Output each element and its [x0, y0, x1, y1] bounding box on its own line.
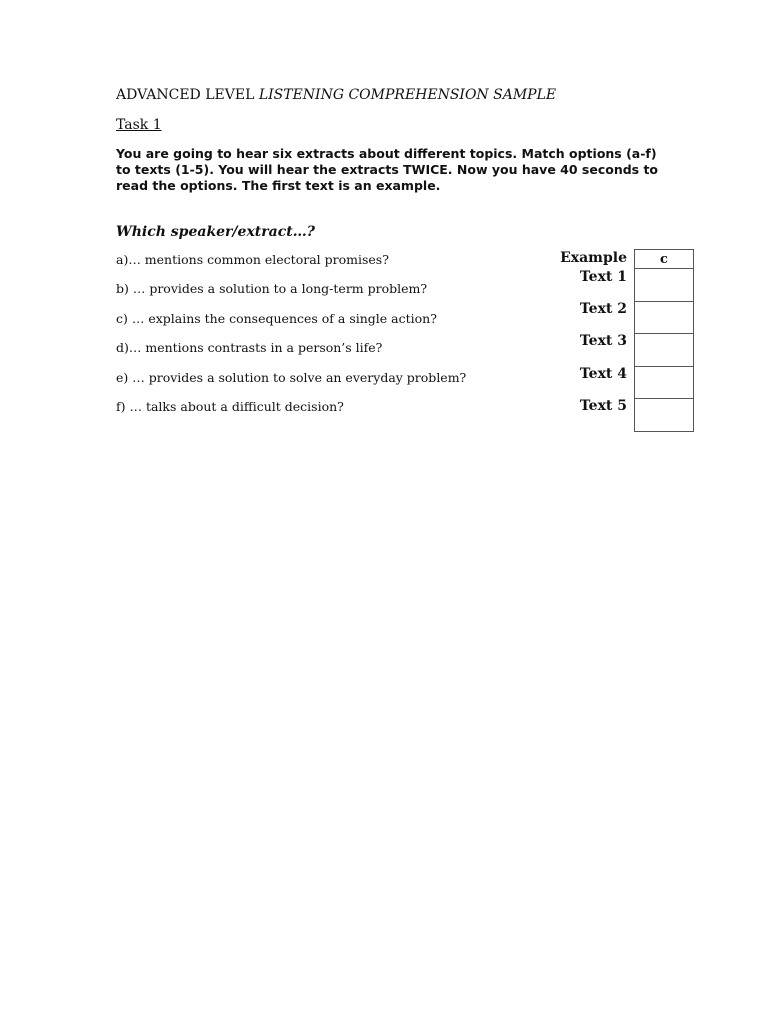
label-text-1: Text 1 [579, 269, 627, 285]
option-e: e) … provides a solution to solve an everyday problem? [116, 369, 467, 385]
label-text-5: Text 5 [579, 398, 627, 414]
answer-box-text-1[interactable] [634, 269, 694, 302]
label-example: Example [560, 250, 627, 266]
page-title [116, 87, 556, 103]
label-text-4: Text 4 [579, 366, 627, 382]
label-text-3: Text 3 [579, 333, 627, 349]
answer-box-text-5[interactable] [634, 399, 694, 432]
question-heading: Which speaker/extract…? [116, 224, 315, 240]
answer-table [634, 249, 694, 432]
answer-box-text-4[interactable] [634, 367, 694, 400]
instructions-paragraph: You are going to hear six extracts about different topics. Match options (a-f) to texts (1-5). You will hear the extracts TWICE. Now you have 40 seconds to read the options. The first text is an example. [116, 146, 659, 193]
title-italic: LISTENING COMPREHENSION SAMPLE [258, 87, 557, 103]
options-list [116, 252, 466, 428]
option-d: d)… mentions contrasts in a person’s life? [116, 340, 383, 356]
option-b: b) … provides a solution to a long-term problem? [116, 281, 428, 297]
label-text-2: Text 2 [579, 301, 627, 317]
option-a: a)… mentions common electoral promises? [116, 252, 389, 267]
answer-box-example: c [634, 249, 694, 269]
task-heading: Task 1 [116, 117, 162, 133]
option-f: f) … talks about a difficult decision? [116, 398, 344, 414]
answer-box-text-3[interactable] [634, 334, 694, 367]
title-plain: ADVANCED LEVEL [116, 87, 255, 103]
answer-box-text-2[interactable] [634, 302, 694, 335]
option-c: c) … explains the consequences of a single action? [116, 310, 437, 326]
